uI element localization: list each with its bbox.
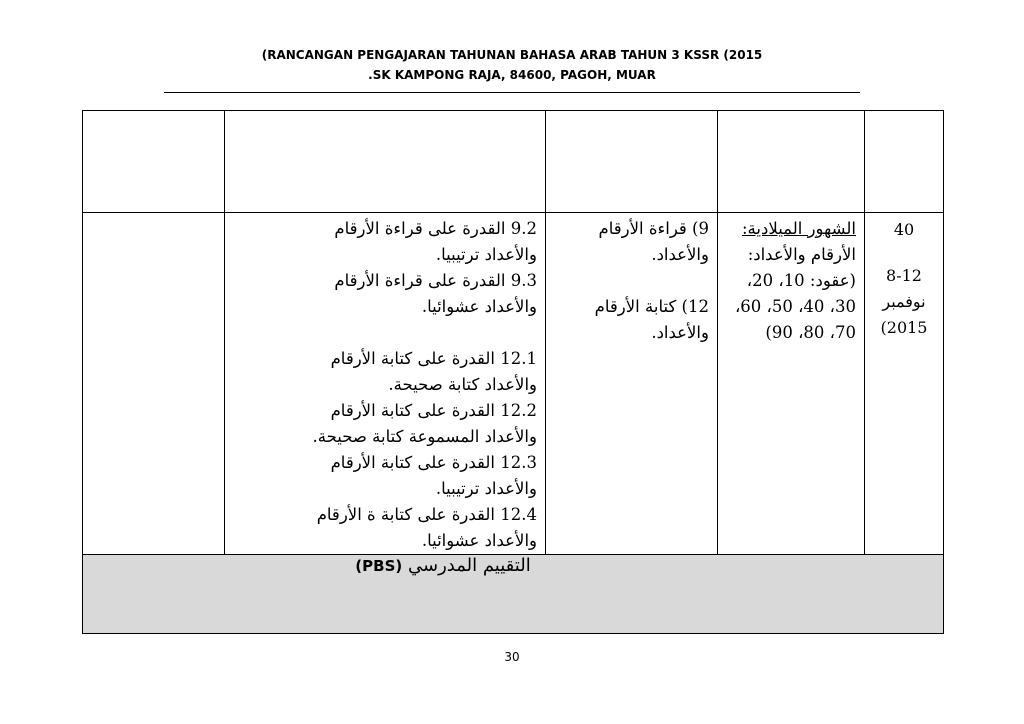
objective-line: 9.3 القدرة على قراءة الأرقام: [334, 271, 537, 290]
objective-line: والأعداد عشوائيا.: [421, 297, 537, 316]
objective-line: والأعداد ترتيبيا.: [435, 479, 537, 498]
cell-objectives: [225, 213, 546, 555]
standard-line: والأعداد.: [651, 323, 709, 342]
objective-line: 12.2 القدرة على كتابة الأرقام: [330, 401, 537, 420]
date-month: نوفمبر: [882, 292, 926, 311]
topic-line: (عقود: 10، 20،: [746, 271, 856, 290]
objective-line: والأعداد كتابة صحيحة.: [388, 375, 537, 394]
header-rule: [164, 92, 860, 93]
table-row-week: [83, 213, 944, 555]
standard-line: 12) كتابة الأرقام: [594, 297, 709, 316]
pbs-banner: [83, 555, 944, 634]
cell-topic: [718, 213, 865, 555]
cell-empty: [718, 111, 865, 213]
date-year: (2015: [880, 318, 928, 337]
cell-empty: [546, 111, 718, 213]
topic-line: 70، 80، 90): [765, 323, 856, 342]
objective-line: 12.3 القدرة على كتابة الأرقام: [330, 453, 537, 472]
objective-line: 9.2 القدرة على قراءة الأرقام: [334, 219, 537, 238]
table-row-empty: [83, 111, 944, 213]
objective-line: 12.1 القدرة على كتابة الأرقام: [330, 349, 537, 368]
objective-line: والأعداد المسموعة كتابة صحيحة.: [312, 427, 537, 446]
standard-line: 9) قراءة الأرقام: [598, 219, 709, 238]
cell-notes: [83, 213, 225, 555]
week-number: 40: [893, 220, 915, 239]
page-number: 30: [504, 650, 520, 664]
standard-line: والأعداد.: [651, 245, 709, 264]
cell-standards: [546, 213, 718, 555]
date-range: 8-12: [886, 266, 922, 285]
cell-empty: [83, 111, 225, 213]
objective-line: والأعداد ترتيبيا.: [435, 245, 537, 264]
objective-line: والأعداد عشوائيا.: [421, 531, 537, 550]
header-school: .SK KAMPONG RAJA, 84600, PAGOH, MUAR: [368, 68, 656, 82]
document-header: [164, 46, 860, 84]
cell-empty: [865, 111, 944, 213]
topic-title: الشهور الميلادية:: [742, 219, 856, 238]
header-title: (RANCANGAN PENGAJARAN TAHUNAN BAHASA ARAB TAHUN 3 KSSR (2015: [261, 48, 763, 62]
cell-week: [865, 213, 944, 555]
pbs-label: التقييم المدرسي: [407, 555, 531, 576]
pbs-tag: (PBS): [355, 557, 403, 575]
plan-table: [82, 110, 944, 634]
objective-line: 12.4 القدرة على كتابة ة الأرقام: [316, 505, 537, 524]
table-row-pbs: [83, 555, 944, 634]
topic-line: 30، 40، 50، 60،: [734, 297, 856, 316]
cell-empty: [225, 111, 546, 213]
topic-line: الأرقام والأعداد:: [747, 245, 856, 264]
